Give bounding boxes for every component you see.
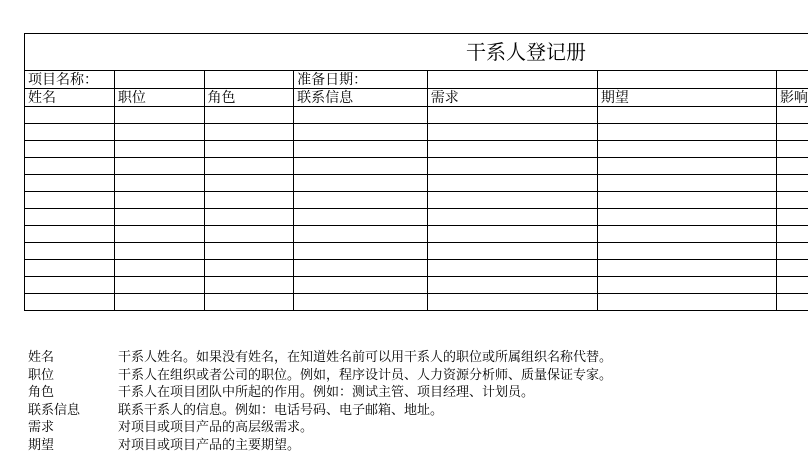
entry-cell[interactable] [427, 107, 597, 124]
table-row [25, 209, 808, 226]
entry-cell[interactable] [597, 107, 776, 124]
table-row [25, 124, 808, 141]
entry-cell[interactable] [114, 243, 204, 260]
entry-rows [25, 107, 808, 311]
table-row [25, 141, 808, 158]
entry-cell[interactable] [776, 260, 808, 277]
entry-cell[interactable] [204, 209, 294, 226]
entry-cell[interactable] [776, 107, 808, 124]
legend-description: 联系干系人的信息。例如：电话号码、电子邮箱、地址。 [118, 402, 444, 418]
entry-cell[interactable] [427, 124, 597, 141]
entry-cell[interactable] [294, 226, 428, 243]
entry-cell[interactable] [776, 294, 808, 311]
project-name-label: 项目名称： [25, 71, 115, 89]
prepare-date-label: 准备日期： [294, 71, 428, 89]
meta-spacer-cell [597, 71, 776, 89]
title-row [24, 33, 808, 70]
entry-cell[interactable] [597, 277, 776, 294]
table-row [25, 107, 808, 124]
entry-cell[interactable] [25, 124, 115, 141]
entry-cell[interactable] [25, 192, 115, 209]
entry-cell[interactable] [294, 107, 428, 124]
entry-cell[interactable] [204, 192, 294, 209]
entry-cell[interactable] [427, 294, 597, 311]
entry-cell[interactable] [294, 243, 428, 260]
entry-cell[interactable] [776, 192, 808, 209]
legend-description: 干系人姓名。如果没有姓名，在知道姓名前可以用干系人的职位或所属组织名称代替。 [118, 350, 613, 365]
legend-term: 职位 [28, 367, 55, 383]
legend-row [28, 384, 612, 402]
legend-term: 需求 [28, 420, 55, 436]
entry-cell[interactable] [25, 175, 115, 192]
entry-cell[interactable] [204, 277, 294, 294]
column-header-name: 姓名 [25, 89, 115, 107]
entry-cell[interactable] [114, 277, 204, 294]
entry-cell[interactable] [25, 107, 115, 124]
entry-cell[interactable] [294, 294, 428, 311]
entry-cell[interactable] [25, 260, 115, 277]
table-row [25, 226, 808, 243]
entry-cell[interactable] [204, 107, 294, 124]
register-table [24, 70, 808, 311]
entry-cell[interactable] [25, 209, 115, 226]
entry-cell[interactable] [204, 141, 294, 158]
entry-cell[interactable] [597, 175, 776, 192]
entry-cell[interactable] [597, 141, 776, 158]
table-row [25, 260, 808, 277]
legend-term: 期望 [28, 437, 55, 453]
entry-cell[interactable] [25, 226, 115, 243]
entry-cell[interactable] [776, 209, 808, 226]
entry-cell[interactable] [25, 243, 115, 260]
entry-cell[interactable] [427, 243, 597, 260]
entry-cell[interactable] [204, 294, 294, 311]
entry-cell[interactable] [427, 192, 597, 209]
entry-cell[interactable] [597, 209, 776, 226]
entry-cell[interactable] [427, 260, 597, 277]
column-header-position: 职位 [114, 89, 204, 107]
entry-cell[interactable] [114, 226, 204, 243]
column-header-contact: 联系信息 [294, 89, 428, 107]
legend-row [28, 367, 612, 385]
entry-cell[interactable] [114, 209, 204, 226]
entry-cell[interactable] [427, 141, 597, 158]
prepare-date-cell[interactable] [427, 71, 597, 89]
entry-cell[interactable] [204, 158, 294, 175]
entry-cell[interactable] [25, 277, 115, 294]
entry-cell[interactable] [427, 277, 597, 294]
header-row [25, 89, 808, 107]
entry-cell[interactable] [294, 124, 428, 141]
entry-cell[interactable] [294, 192, 428, 209]
entry-cell[interactable] [427, 175, 597, 192]
entry-cell[interactable] [294, 260, 428, 277]
table-row [25, 243, 808, 260]
entry-cell[interactable] [597, 260, 776, 277]
entry-cell[interactable] [294, 175, 428, 192]
entry-cell[interactable] [597, 294, 776, 311]
legend-row [28, 349, 612, 367]
legend-term: 姓名 [28, 350, 55, 365]
entry-cell[interactable] [114, 107, 204, 124]
entry-cell[interactable] [427, 226, 597, 243]
entry-cell[interactable] [204, 124, 294, 141]
column-header-expectations: 期望 [597, 89, 776, 107]
legend-row [28, 402, 612, 420]
project-name-cell[interactable] [114, 71, 204, 89]
entry-cell[interactable] [776, 124, 808, 141]
entry-cell[interactable] [114, 175, 204, 192]
meta-spacer-cell [204, 71, 294, 89]
entry-cell[interactable] [597, 158, 776, 175]
legend-description: 对项目或项目产品的主要期望。 [118, 437, 301, 453]
table-row [25, 192, 808, 209]
register-title: 干系人登记册 [466, 40, 586, 64]
entry-cell[interactable] [776, 277, 808, 294]
field-legend [28, 349, 612, 455]
entry-cell[interactable] [427, 209, 597, 226]
entry-cell[interactable] [114, 158, 204, 175]
meta-spacer-cell [776, 71, 808, 89]
entry-cell[interactable] [204, 260, 294, 277]
legend-row [28, 419, 612, 437]
legend-description: 干系人在组织或者公司的职位。例如，程序设计员、人力资源分析师、质量保证专家。 [118, 367, 613, 383]
legend-description: 干系人在项目团队中所起的作用。例如：测试主管、项目经理、计划员。 [118, 385, 535, 401]
entry-cell[interactable] [776, 226, 808, 243]
entry-cell[interactable] [597, 124, 776, 141]
entry-cell[interactable] [204, 175, 294, 192]
entry-cell[interactable] [114, 260, 204, 277]
entry-cell[interactable] [776, 158, 808, 175]
entry-cell[interactable] [204, 243, 294, 260]
table-row [25, 294, 808, 311]
entry-cell[interactable] [25, 141, 115, 158]
entry-cell[interactable] [427, 158, 597, 175]
entry-cell[interactable] [114, 124, 204, 141]
legend-row [28, 437, 612, 455]
entry-cell[interactable] [294, 209, 428, 226]
entry-cell[interactable] [114, 192, 204, 209]
entry-cell[interactable] [294, 141, 428, 158]
entry-cell[interactable] [776, 141, 808, 158]
entry-cell[interactable] [776, 175, 808, 192]
table-row [25, 175, 808, 192]
column-header-requirements: 需求 [427, 89, 597, 107]
entry-cell[interactable] [597, 192, 776, 209]
entry-cell[interactable] [597, 243, 776, 260]
column-header-influence: 影响 [776, 89, 808, 107]
table-row [25, 158, 808, 175]
table-row [25, 277, 808, 294]
entry-cell[interactable] [114, 141, 204, 158]
entry-cell[interactable] [25, 294, 115, 311]
entry-cell[interactable] [204, 226, 294, 243]
column-header-role: 角色 [204, 89, 294, 107]
entry-cell[interactable] [776, 243, 808, 260]
legend-term: 角色 [28, 385, 55, 401]
entry-cell[interactable] [114, 294, 204, 311]
legend-term: 联系信息 [28, 402, 81, 418]
entry-cell[interactable] [597, 226, 776, 243]
legend-description: 对项目或项目产品的高层级需求。 [118, 420, 314, 436]
entry-cell[interactable] [25, 158, 115, 175]
entry-cell[interactable] [294, 277, 428, 294]
entry-cell[interactable] [294, 158, 428, 175]
meta-row [25, 71, 808, 89]
